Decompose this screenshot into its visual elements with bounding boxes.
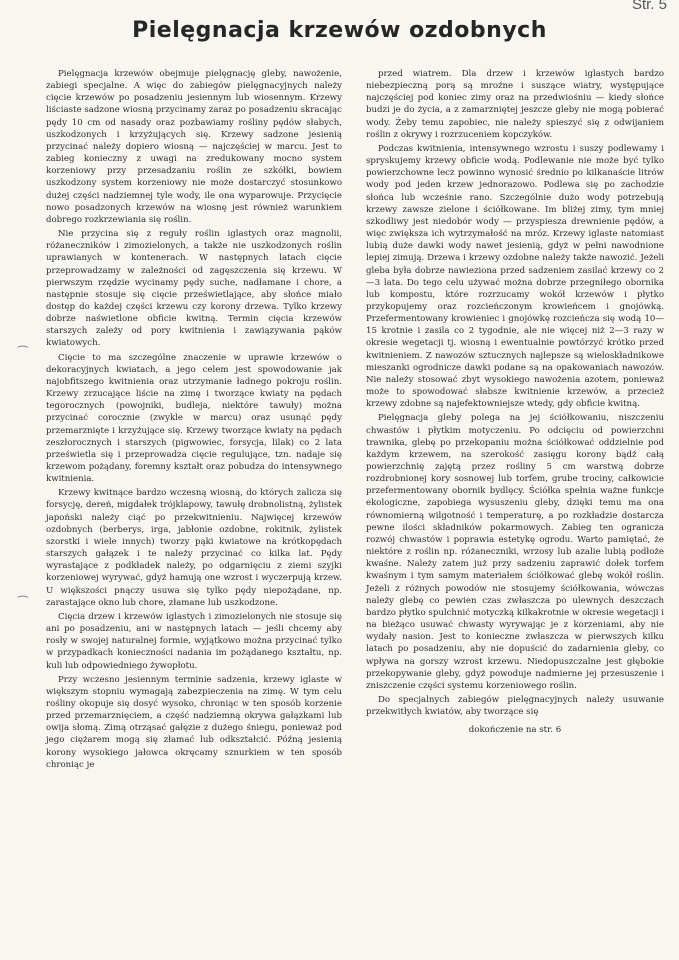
- paragraph: przed wiatrem. Dla drzew i krzewów iglastych bardzo niebezpieczną porą są mroźne i suszące wiatry, występujące najczęściej pod koniec zimy oraz na przedwiośniu — kiedy słońce budzi je do życia, a z zamarzniętej jeszcze gleby nie mogą pobierać wody. Żeby temu zapobiec, nie należy spieszyć się z odwijaniem roślin z okrywy i rozrzuceniem kopczyków.: [366, 69, 664, 140]
- paragraph: Cięcie to ma szczególne znaczenie w uprawie krzewów o dekoracyjnych kwiatach, a jego celem jest spowodowanie jak najobfitszego kwitnienia oraz utrzymanie ładnego pokroju roślin. Krzewy zrzucające liście na zimę i tworzące kwiaty na pędach tegorocznych (powojniki, budleja, niektóre tawuły) można przycinać corocznie (zwykle w marcu) oraz usunąć pędy przemarznięte i krzyżujące się. Krzewy tworzące kwiaty na pędach zeszłorocznych i starszych (pigwowiec, forsycja, lilak) co 2 lata prześwietla się i przeprowadza cięcie regulujące, tzn. nadaje się krzewom pożądany, foremny kształt oraz pobudza do intensywnego kwitnienia.: [46, 352, 342, 485]
- paragraph: Cięcia drzew i krzewów iglastych i zimozielonych nie stosuje się ani po posadzeniu, ani w następnych latach — jeśli chcemy aby rosły w swojej naturalnej formie, wyjątkowo można przycinać tylko w przypadkach konieczności nadania im pożądanego kształtu, np. kuli lub odpowiedniego żywopłotu.: [46, 611, 342, 671]
- paragraph: Nie przycina się z reguły roślin iglastych oraz magnolii, różaneczników i zimozielonych, a także nie uszkodzonych roślin uprawianych w kontenerach. W następnych latach cięcie przeprowadzamy w zależności od zagęszczenia się krzewu. W pierwszym rzędzie wycinamy pędy suche, nadłamane i chore, a następnie stosuje się cięcie prześwietlające, aby słońce miało dostęp do każdej części krzewu czy korony drzewa. Tylko krzewy dobrze naświetlone obficie kwitną. Termin cięcia krzewów starszych zależy od pory kwitnienia i zawiązywania pąków kwiatowych.: [46, 229, 342, 349]
- article-title: Pielęgnacja krzewów ozdobnych: [132, 18, 547, 43]
- paragraph: Podczas kwitnienia, intensywnego wzrostu i suszy podlewamy i spryskujemy krzewy obficie wodą. Podlewanie nie może być tylko powierzchowne lecz powinno wynosić średnio po kilkanaście litrów wody pod jeden krzew jednorazowo. Podlewa się po zachodzie słońca lub wcześnie rano. Szczególnie dużo wody potrzebują krzewy zawsze zielone i ściółkowane. Im bliżej zimy, tym mniej szkodliwy jest niedobór wody — przyspiesza drewnienie pędów, a więc zwiększa ich wytrzymałość na mróz. Krzewy iglaste natomiast lubią duże dawki wody nawet jesienią, gdyż w pełni nawodnione lepiej zimują. Drzewa i krzewy ozdobne należy także nawozić. Jeżeli gleba była dobrze nawieziona przed sadzeniem zasilać krzewy co 2—3 lata. Do tego celu używać można dobrze przegniłego obornika lub kompostu, które rozrzucamy wokół krzewów i płytko przykopujemy oraz rozcieńczonym krowieńcem i gnojówką. Przefermentowany krowieniec i gnojówkę rozcieńcza się wodą 10—15 krotnie i zasila co 2 tygodnie, ale nie więcej niż 2—3 razy w okresie wegetacji tj. wiosną i ewentualnie powtórzyć krótko przed kwitnieniem. Z nawozów sztucznych najlepsze są wieloskładnikowe mieszanki ogrodnicze dawki podane są na opakowaniach nawozów. Nie należy stosować zbyt wysokiego nawożenia azotem, ponieważ może to spowodować słabsze kwitnienie krzewów, a przecież krzewy zdobne są najefektowniejsze wtedy, gdy obficie kwitną.: [366, 143, 664, 410]
- margin-mark-icon: ⁀: [18, 596, 28, 610]
- page-number: Str. 5: [631, 0, 667, 13]
- paragraph: Przy wczesno jesiennym terminie sadzenia, krzewy iglaste w większym stopniu wymagają zabezpieczenia na zimę. W tym celu rośliny okopuje się dosyć wysoko, chroniąc w ten sposób korzenie przed przemarznięciem, a część nadziemną okrywa gałązkami lub owija słomą. Zimą otrząsać gałęzie z dużego śniegu, ponieważ pod jego ciężarem mogą się złamać lub odkształcić. Późną jesienią korony wysokiego jałowca okręcamy sznurkiem w ten sposób chroniąc je: [46, 674, 342, 770]
- left-column: [46, 68, 342, 773]
- continuation-note: dokończenie na str. 6: [468, 725, 562, 736]
- margin-mark-icon: ⁀: [18, 346, 28, 360]
- paragraph: Krzewy kwitnące bardzo wczesną wiosną, do których zalicza się forsycję, dereń, migdałek trójklapowy, tawułę drobnolistną, żylistek japoński należy ciąć po przekwitnieniu. Najwięcej krzewów ozdobnych (berberys, irga, jabłonie ozdobne, rokitnik, żylistek szorstki i wiele innych) tworzy pąki kwiatowe na krótkopędach starszych gałązek i te należy przycinać co kilka lat. Pędy wyrastające z podkładek należy, po odgarnięciu z ziemi szyjki korzeniowej wyrywać, gdyż hamują one wzrost i wyczerpują krzew. U większości pnączy usuwa się tylko pędy niepożądane, np. zarastające okno lub chore, złamane lub uszkodzone.: [46, 488, 342, 608]
- paragraph: Pielęgnacja krzewów obejmuje pielęgnację gleby, nawożenie, zabiegi specjalne. A więc do zabiegów pielęgnacyjnych należy cięcie krzewów po posadzeniu jesiennym lub wiosennym. Krzewy liściaste sadzone wiosną przycinamy zaraz po posadzeniu skracając pędy 10 cm od nasady oraz pozbawiamy rośliny pędów słabych, uszkodzonych i krzyżujących się. Krzewy sadzone jesienią przycinać należy dopiero wiosną — najczęściej w marcu. Jest to zabieg konieczny z uwagi na zredukowany mocno system korzeniowy przy przesadzaniu roślin ze szkółki, bowiem uszkodzony system korzeniowy nie może dostarczyć stosunkowo dużej części nadziemnej tyle wody, ile ona wyparowuje. Przycięcie nowo posadzonych krzewów na wiosnę jest również warunkiem dobrego rozkrzewiania się roślin.: [46, 69, 342, 225]
- paragraph: Pielęgnacja gleby polega na jej ściółkowaniu, niszczeniu chwastów i płytkim motyczeniu. Po odcięciu od powierzchni trawnika, glebę po przekopaniu można ściółkować oddzielnie pod każdym krzewem, na szerokość zasięgu korony bądź całą powierzchnię zajętą przez rośliny 5 cm warstwą dobrze rozdrobnionej kory sosnowej lub torfem, grube trociny, całkowicie przefermentowany obornik bydlęcy. Ściółka spełnia ważne funkcje ekologiczne, zapobiega wysuszeniu gleby, dzięki temu ma ona równomierną wilgotność i temperaturę, a po rozkładzie dostarcza pewne ilości składników pokarmowych. Zabieg ten ogranicza rozwój chwastów i poprawia estetykę ogrodu. Warto pamiętać, że niektóre z roślin np. różaneczniki, wrzosy lub azalie lubią podłoże kwaśne. Należy zatem już przy sadzeniu zaprawić dołek torfem kwaśnym i tym samym materiałem ściółkować glebę wokół roślin. Jeżeli z różnych powodów nie stosujemy ściółkowania, wówczas należy glebę co pewien czas zwłaszcza po ulewnych deszczach bardzo płytko spulchnić motyczką kilkakrotnie w okresie wegetacji i na bieżąco usuwać chwasty wyrywając je z korzeniami, aby nie wydały nasion. Jest to konieczne zwłaszcza w pierwszych kilku latach po posadzeniu, aby nie dopuścić do zadarnienia gleby, co wpływa na gorszy wzrost krzewu. Niedopuszczalne jest głębokie przekopywanie gleby, gdyż powoduje nadmierne jej przesuszenie i zniszczenie części systemu korzeniowego roślin.: [366, 413, 664, 691]
- right-column: [366, 68, 664, 738]
- paragraph: Do specjalnych zabiegów pielęgnacyjnych należy usuwanie przekwitłych kwiatów, aby tworzące się: [366, 694, 664, 718]
